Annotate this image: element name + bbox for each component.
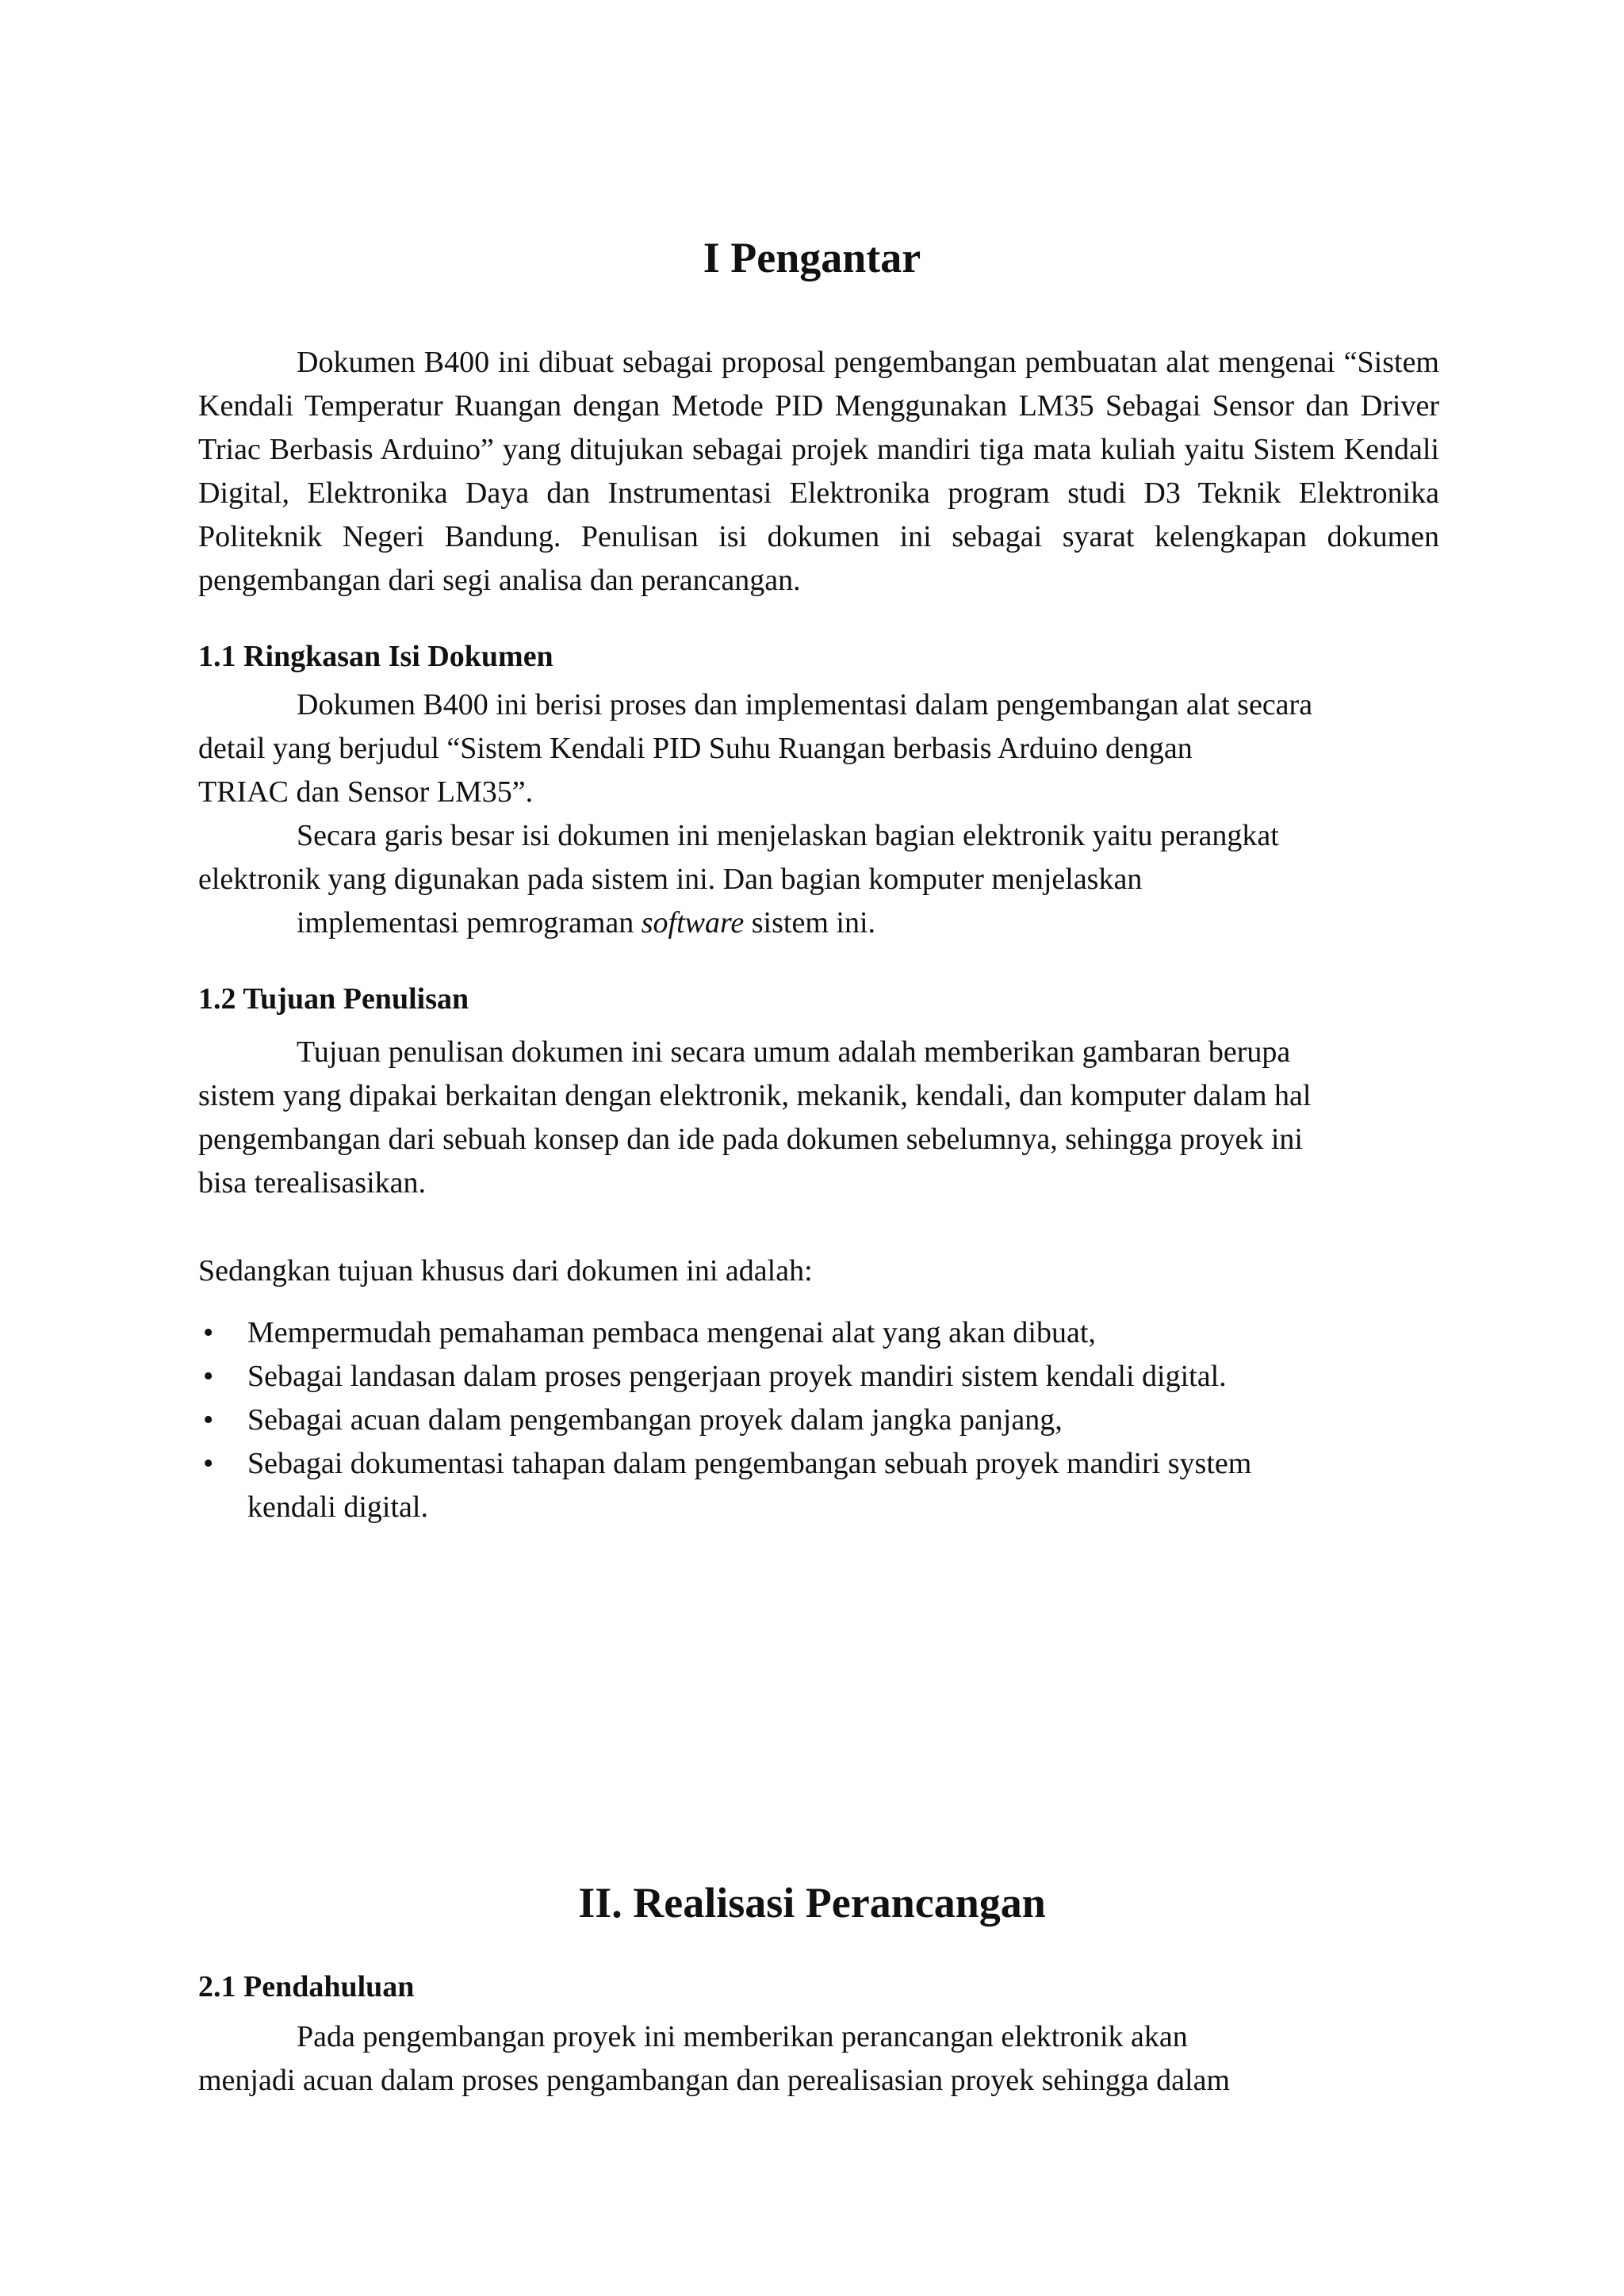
paragraph-line: menjadi acuan dalam proses pengambangan dan perealisasian proyek sehingga dalam (198, 2064, 1231, 2097)
section-2-1-paragraph-1 (198, 2015, 1439, 2103)
paragraph-line: bisa terealisasikan. (198, 1166, 427, 1200)
section-2-1-heading: 2.1 Pendahuluan (198, 1970, 415, 2003)
paragraph-line (198, 901, 1439, 945)
paragraph-line: elektronik yang digunakan pada sistem ini. Dan bagian komputer menjelaskan (198, 863, 1143, 896)
paragraph-line: pengembangan dari sebuah konsep dan ide pada dokumen sebelumnya, sehingga proyek ini (198, 1123, 1303, 1156)
list-item (198, 1311, 1439, 1355)
text-run: sistem ini. (744, 906, 875, 939)
chapter-1-intro-paragraph (198, 341, 1439, 603)
list-item-text: Sebagai acuan dalam pengembangan proyek dalam jangka panjang, (247, 1403, 1063, 1437)
list-item-text: Sebagai landasan dalam proses pengerjaan proyek mandiri sistem kendali digital. (247, 1360, 1227, 1393)
section-1-1-paragraph-2 (198, 814, 1439, 945)
objectives-bullet-list (198, 1311, 1439, 1529)
text-run: implementasi pemrograman (297, 906, 642, 939)
chapter-2-title: II. Realisasi Perancangan (578, 1879, 1046, 1927)
list-item (198, 1399, 1439, 1442)
paragraph-line: TRIAC dan Sensor LM35”. (198, 775, 534, 809)
list-item (198, 1442, 1439, 1529)
paragraph-line: Dokumen B400 ini berisi proses dan implementasi dalam pengembangan alat secara (297, 688, 1313, 721)
paragraph-line: Pada pengembangan proyek ini memberikan perancangan elektronik akan (297, 2020, 1188, 2053)
section-1-2-heading: 1.2 Tujuan Penulisan (198, 982, 469, 1016)
italic-term: software (641, 906, 745, 939)
paragraph-line: Tujuan penulisan dokumen ini secara umum adalah memberikan gambaran berupa (297, 1035, 1291, 1069)
list-item-text: Mempermudah pemahaman pembaca mengenai alat yang akan dibuat, (247, 1316, 1096, 1349)
paragraph-line: sistem yang dipakai berkaitan dengan elektronik, mekanik, kendali, dan komputer dalam hal (198, 1079, 1312, 1112)
list-item (198, 1355, 1439, 1399)
paragraph-line: detail yang berjudul “Sistem Kendali PID Suhu Ruangan berbasis Arduino dengan (198, 732, 1193, 765)
bullet-icon: • (203, 1360, 214, 1393)
chapter-1-intro-text: Dokumen B400 ini dibuat sebagai proposal pengembangan pembuatan alat mengenai “Sistem Kendali Temperatur Ruangan dengan Metode PID Menggunakan LM35 Sebagai Sensor dan Driver Triac Berbasis Arduino” yang ditujukan sebagai projek mandiri tiga mata kuliah yaitu Sistem Kendali Digital, Elektronika Daya dan Instrumentasi Elektronika program studi D3 Teknik Elektronika Politeknik Negeri Bandung. Penulisan isi dokumen ini sebagai syarat kelengkapan dokumen pengembangan dari segi analisa dan perancangan. (198, 346, 1439, 597)
bullet-icon: • (203, 1447, 214, 1480)
section-1-1-paragraph-1 (198, 683, 1439, 814)
list-item-text: Sebagai dokumentasi tahapan dalam pengembangan sebuah proyek mandiri system kendali digital. (247, 1447, 1252, 1524)
chapter-1-title: I Pengantar (703, 234, 921, 281)
bullet-icon: • (203, 1403, 214, 1437)
section-1-2-paragraph-1 (198, 1031, 1439, 1205)
section-1-1-heading: 1.1 Ringkasan Isi Dokumen (198, 640, 553, 673)
bullet-icon: • (203, 1316, 214, 1349)
paragraph-line: Secara garis besar isi dokumen ini menjelaskan bagian elektronik yaitu perangkat (297, 819, 1279, 852)
section-1-2-paragraph-2: Sedangkan tujuan khusus dari dokumen ini adalah: (198, 1254, 813, 1288)
